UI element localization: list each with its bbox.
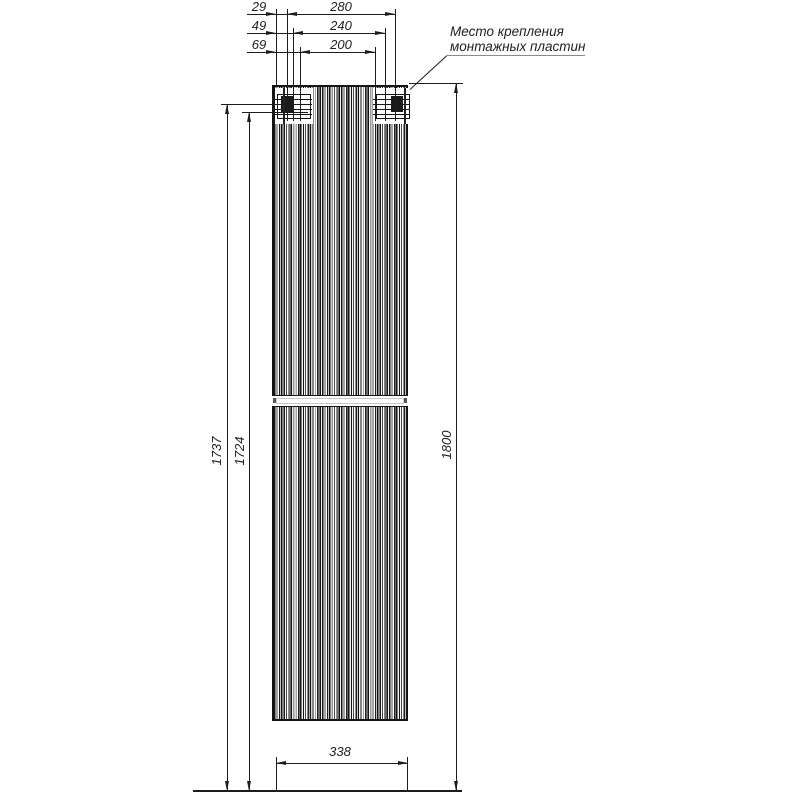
arrowhead bbox=[293, 31, 303, 35]
mounting-plate-left bbox=[275, 88, 313, 124]
dim-label-1800: 1800 bbox=[439, 430, 454, 460]
extension-line bbox=[242, 112, 308, 113]
extension-line bbox=[293, 28, 294, 121]
arrowhead bbox=[398, 761, 408, 765]
divider-right-tick bbox=[404, 398, 407, 403]
extension-line bbox=[276, 9, 277, 85]
dimension-line-1724 bbox=[249, 112, 250, 791]
callout-mounting-plates bbox=[450, 24, 585, 54]
dim-label-240: 240 bbox=[330, 18, 352, 33]
callout-line-2: монтажных пластин bbox=[450, 39, 586, 54]
arrowhead bbox=[454, 83, 458, 93]
door-divider-gap bbox=[272, 395, 408, 407]
arrowhead bbox=[365, 50, 375, 54]
divider-inner-edge bbox=[276, 398, 404, 404]
dim-label-338: 338 bbox=[329, 744, 351, 759]
dimension-line-1737 bbox=[227, 104, 228, 791]
leader-shelf-line bbox=[447, 55, 585, 56]
floor-line bbox=[193, 790, 462, 792]
dimension-line-1800 bbox=[456, 83, 457, 791]
dim-label-49: 49 bbox=[251, 18, 267, 33]
extension-line bbox=[395, 9, 396, 121]
arrowhead bbox=[247, 112, 251, 122]
dim-label-1724: 1724 bbox=[232, 436, 247, 466]
arrowhead bbox=[276, 761, 286, 765]
extension-line bbox=[221, 104, 308, 105]
arrowhead bbox=[375, 31, 385, 35]
dim-label-69: 69 bbox=[251, 37, 267, 52]
leader-line bbox=[410, 55, 447, 90]
dim-label-280: 280 bbox=[330, 0, 352, 14]
dimension-line-338 bbox=[276, 763, 408, 764]
plate-rail bbox=[404, 88, 406, 124]
extension-line bbox=[385, 28, 386, 121]
plate-bracket bbox=[391, 96, 403, 112]
dim-label-29: 29 bbox=[251, 0, 267, 14]
dim-label-1737: 1737 bbox=[209, 436, 224, 466]
plate-rail bbox=[283, 88, 285, 124]
dim-label-200: 200 bbox=[330, 37, 352, 52]
extension-line bbox=[300, 47, 301, 121]
arrowhead bbox=[225, 104, 229, 114]
mounting-plate-right bbox=[373, 88, 411, 124]
extension-line bbox=[375, 47, 376, 121]
arrowhead bbox=[300, 50, 310, 54]
divider-left-tick bbox=[273, 398, 276, 403]
arrowhead bbox=[287, 12, 297, 16]
arrowhead bbox=[385, 12, 395, 16]
callout-line-1: Место крепления bbox=[450, 24, 564, 39]
